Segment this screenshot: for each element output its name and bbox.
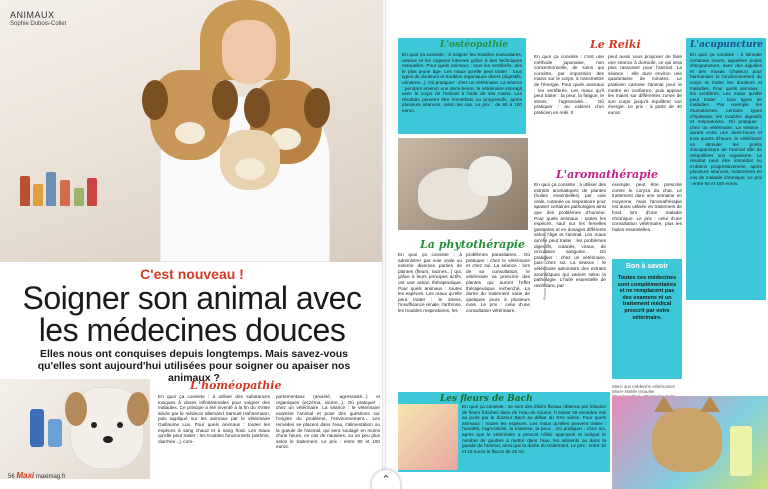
section-title-reiki: Le Reiki — [590, 38, 641, 51]
section-title-aromatherapie: L'aromathérapie — [556, 168, 658, 181]
kicker: C'est nouveau ! — [140, 266, 244, 282]
homeopathie-col-1: En quoi ça consiste : à utiliser des substances toxiques à doses infinitésimales pour soigner des maladies. Ce principe a été inventé à la fin du XVIIIe siècle par le médecin allemand Samuel Hahnemann, puis appliqué sur les animaux par le vétérinaire Guillaume Lux. Pour quels animaux : toutes les espèces à sang chaud et à sang froid. Les maux qu'elle peut traiter : les troubles fonctionnels (asthme, diarrhée...), com- — [158, 394, 270, 444]
vet-credits: Merci aux médecins vétérinaires Marie-Noëlle Issautier — [612, 384, 675, 395]
osteopathie-text: En quoi ça consiste : à soigner les troubles musculaires, osseux et les organes internes grâce à des techniques manuelles. Pour quels animaux : tous les vertébrés, dès le plus jeune âge. Les maux qu'elle peut traiter : tous types de douleurs et troubles organiques divers (digestifs, urinaires...). Où pratiquer : chez un vétérinaire. La séance : pendant environ une demi-heure, le vétérinaire interagit avec le corps de l'animal à l'aide de ses mains. Les résultats peuvent être immédiats ou progressifs, après plusieurs séances, selon les cas. Le prix : de 50 à 100 euros. — [402, 52, 522, 113]
section-title-acupuncture: L'acupuncture — [690, 40, 763, 50]
section-title-phytotherapie: La phytothérapie — [420, 238, 526, 251]
homeopathy-photo — [0, 379, 150, 479]
page-gutter — [382, 0, 386, 489]
aromatherapie-col-2: exemple, peut être prescrite contre le coryza du chat. Le traitement dure une semaine en moyenne, mais l'aromathérapie est aussi utilisée en traitement de fond lors d'une maladie chronique. Le prix : celui d'une consultation vétérinaire, plus les huiles essentielles. — [612, 182, 682, 232]
aromatherapie-col-1: En quoi ça consiste : à utiliser des extraits aromatiques de plantes (huiles essentielles) par voie orale, cutanée ou respiratoire pour apaiser certaines pathologies ainsi que des problèmes d'humeur. Pour quels animaux : toutes les espèces, sauf sur les femelles gestantes et en dosages différents selon l'âge et l'animal. Les maux qu'elle peut traiter : les problèmes digestifs, cutanés, viraux, de circulation sanguine... Où pratiquer : chez un vétérinaire, puis chez soi. La séance : le vétérinaire administre des extraits aromatiques qui varient selon la pathologie. L'huile essentielle de ravintsara, par — [534, 182, 606, 288]
scroll-up-button[interactable] — [372, 470, 400, 489]
headline — [0, 282, 384, 346]
footer — [8, 471, 66, 480]
fleurs-bach-text: En quoi ça consiste : se sont des élixirs floraux obtenus par infusion de fleurs fraîches dans de l'eau de source. Il existe 38 remèdes mis au point par le docteur Bach au début du XXe siècle. Pour quels animaux : toutes les espèces. Les maux qu'elles peuvent traiter : l'anxiété, l'agressivité, la tristesse, la peur... Où pratiquer : chez soi, après que le vétérinaire a prescrit l'élixir approprié et indiqué le nombre de gouttes à mettre dans l'eau, les aliments ou dans la gueule de l'animal, ainsi que la durée du traitement. Le prix : entre 10 et 15 euros le flacon de 20 ml. — [462, 404, 606, 454]
cat-head — [468, 156, 512, 196]
reiki-col-1: En quoi ça consiste : c'est une méthode japonaise, non conventionnelle, de soins qui consiste, par imposition des mains sur le corps, à transmettre de l'énergie. Pour quels animaux : les vertébrés. Les maux qu'il peut traiter : la peur, la fatigue, le stress, l'agressivité... Où pratiquer : au cabinet d'un praticien en reiki. Il — [534, 54, 604, 115]
puppy-center — [220, 130, 280, 190]
section-title-fleurs-bach: Les fleurs de Bach — [440, 394, 533, 404]
homeopathie-col-2: portementaux (anxiété, agressivité...) et organiques (eczéma, ulcère...). Où pratiquer : chez un vétérinaire. La séance : le vétérinaire examine l'animal et pose des questions sur l'origine du problème, l'environnement... Les remèdes se placent dans l'eau, l'alimentation ou la gueule de l'animal, qui sera soulagé en moins d'une heure, en cas de nausées, ou un peu plus selon le traitement. Le prix : entre 80 et 100 euros. — [276, 394, 380, 450]
cat-with-dropper-photo — [612, 396, 768, 489]
rubric: ANIMAUX — [10, 10, 55, 20]
author: Sophie Dubois-Collet — [10, 21, 67, 27]
puppy-left — [150, 70, 230, 160]
section-title-osteopathie: L'ostéopathie — [440, 40, 509, 50]
bon-a-savoir-title: Bon à savoir — [625, 263, 668, 270]
standfirst: Elles nous ont conquises depuis longtemps. Mais savez-vous qu'elles sont aujourd'hui utilisées pour soigner ou apaiser nos animaux ? — [37, 348, 351, 384]
vial-icon — [48, 419, 62, 447]
puppy-photo — [70, 387, 144, 469]
vet-with-dogs-photo — [0, 0, 384, 262]
bach-flowers-photo — [398, 404, 458, 470]
brand-logo: Maxi — [16, 471, 35, 480]
phytotherapie-col-1: En quoi ça consiste : à administrer par voie orale ou externe diverses parties de plantes (fleurs, racines...) qui, grâce à leurs principes actifs, ont une action thérapeutique. Pour quels animaux : toutes les espèces. Les maux qu'elle peut traiter : le stress, l'insuffisance rénale, l'arthrose, les troubles respiratoires, les — [398, 252, 462, 313]
vial-icon — [30, 409, 44, 447]
headline-line-2: les médecines douces — [38, 312, 346, 348]
medicine-shelf — [20, 160, 100, 206]
headline-line-1: Soigner son animal avec — [22, 280, 362, 316]
section-title-homeopathie: L'homéopathie — [190, 379, 282, 392]
bon-a-savoir-text: Toutes ces médecines sont complémentaires et ne remplacent pas des examens ni un traitement médical prescrit par votre vétérinaire. — [617, 275, 677, 321]
acupuncture-text: En quoi ça consiste : à stimuler certaines zones, appelées points d'acupuncture, avec des aiguilles et des moxas (chaleur) pour harmoniser le fonctionnement du corps et traiter les douleurs et maladies. Pour quels animaux : les vertébrés. Les maux qu'elle peut traiter : tous types de maladies. Par exemple les rhumatismes, certains types d'épilepsie, les troubles digestifs et respiratoires. Où pratiquer : chez un vétérinaire. La séance : durant entre une demi-heure et trois quarts d'heure, le vétérinaire va stimuler les points d'acupuncture de l'animal afin de rééquilibrer son organisme. Le résultat peut être immédiat ou s'obtenir progressivement, après plusieurs séances, notamment en cas de maladie chronique. Le prix : entre 50 et 100 euros. — [690, 52, 762, 186]
cat-reiki-photo — [398, 138, 528, 230]
dropper-bottle-icon — [730, 426, 752, 476]
chevron-up-icon: ⌃ — [381, 474, 391, 486]
page-number: 56 — [8, 474, 15, 480]
bon-a-savoir-box — [612, 259, 682, 379]
photo-credits: Photos Shutterstock, Getty Images, Istock — [543, 229, 547, 300]
phytotherapie-col-2: problèmes parasitaires... Où pratiquer : chez le vétérinaire et chez soi. La séance : lors de sa consultation, le vétérinaire va prescrire des plantes qui auront l'effet thérapeutique recherché. La durée du traitement varie de quelques jours à plusieurs mois. Le prix : celui d'une consultation vétérinaire. — [466, 252, 530, 313]
site-url[interactable]: maximag.fr — [35, 474, 66, 480]
cat-icon — [652, 408, 722, 472]
reiki-col-2: peut aussi vous proposer de faire une séance à domicile, ce qui sera plus rassurant pour l'animal. La séance : elle dure environ une quarantaine de minutes. Le praticien caresse l'animal pour le mettre en confiance, puis appose les mains sur différentes zones de son corps jusqu'à équilibrer son énergie. Le prix : à partir de 40 euros. — [608, 54, 682, 115]
